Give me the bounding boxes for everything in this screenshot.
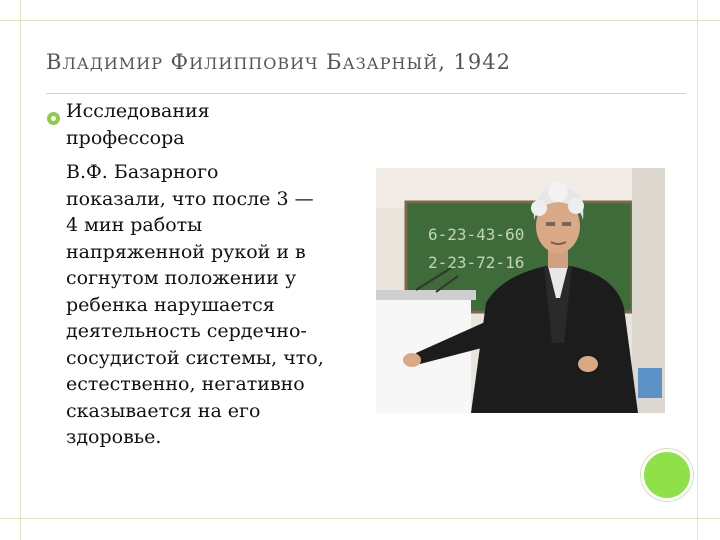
frame-bottom-line: [0, 518, 720, 519]
board-text-2: 2-23-72-16: [428, 253, 525, 272]
text-line: профессора: [66, 126, 185, 149]
title-lead-3: Б: [326, 50, 343, 74]
text-line: здоровье.: [66, 426, 162, 448]
bullet-text: [66, 98, 376, 451]
frame-top-line: [0, 20, 720, 21]
frame-right-line: [697, 0, 698, 540]
text-line: естественно, негативно: [66, 373, 305, 395]
title-lead-1: В: [46, 50, 63, 74]
title-year: , 1942: [438, 50, 511, 74]
title-underline: [46, 93, 686, 94]
title-rest-3: АЗАРНЫЙ: [342, 54, 439, 73]
title-rest-2: ИЛИППОВИЧ: [189, 54, 319, 73]
text-line: Исследования: [66, 100, 210, 122]
title-lead-2: Ф: [170, 50, 190, 74]
text-line: ребенка нарушается: [66, 293, 275, 316]
title-rest-1: ЛАДИМИР: [62, 54, 163, 73]
text-line: согнутом положении у: [66, 267, 297, 289]
board-text-1: 6-23-43-60: [428, 225, 525, 244]
text-line: напряженной рукой и в: [66, 240, 306, 263]
text-line: сосудистой системы, что,: [66, 346, 324, 369]
text-line: 4 мин работы: [66, 214, 203, 236]
professor-photo: [376, 168, 665, 413]
logo-sign: [638, 368, 662, 398]
text-line: В.Ф. Базарного: [66, 161, 219, 183]
decorative-green-circle: [641, 449, 693, 501]
text-line: сказывается на его: [66, 399, 261, 422]
text-line: деятельность сердечно-: [66, 320, 307, 342]
slide-title: [46, 50, 511, 74]
text-line: показали, что после 3 —: [66, 187, 314, 210]
frame-left-line: [20, 0, 21, 540]
bullet-icon: [47, 112, 60, 125]
